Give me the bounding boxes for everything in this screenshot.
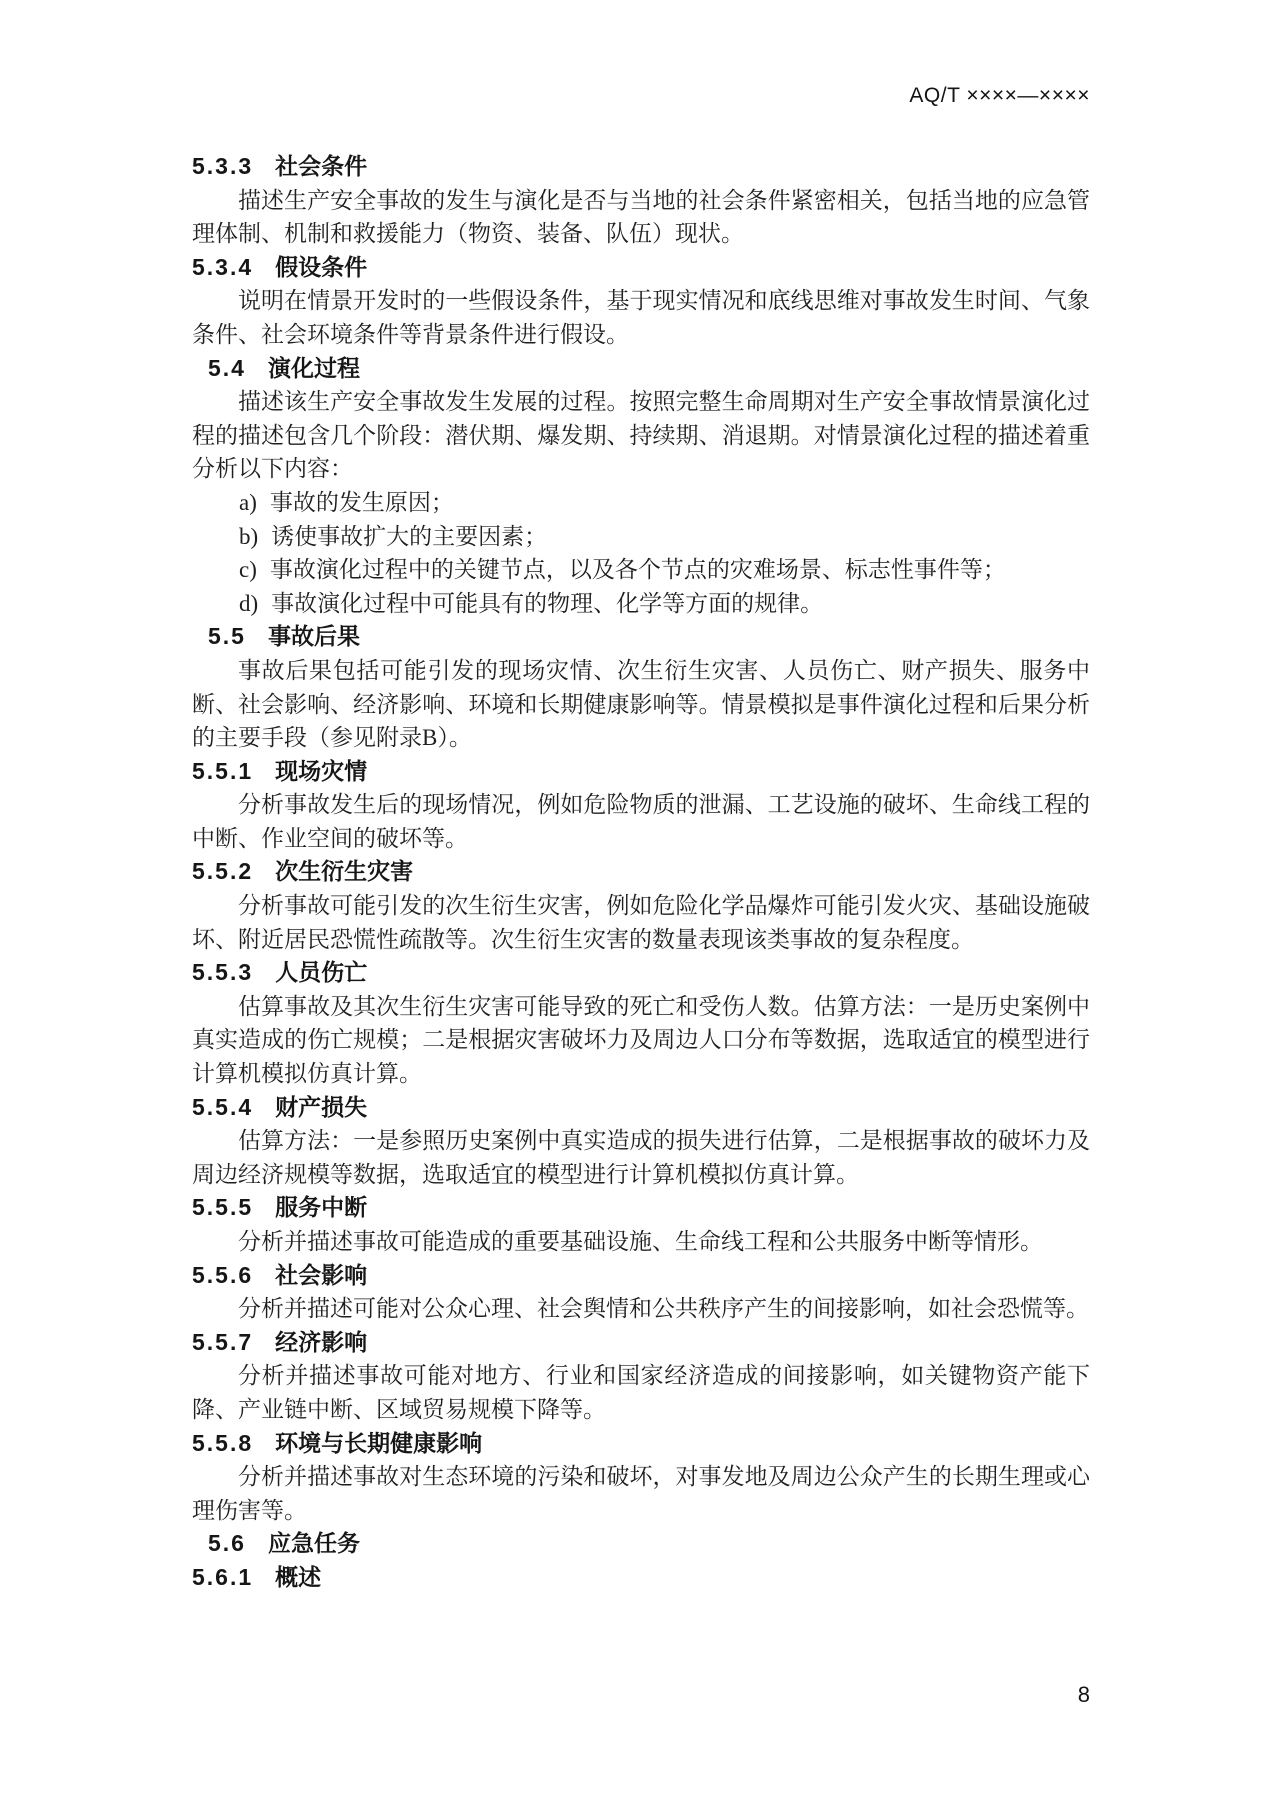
section-title: 社会影响	[275, 1261, 368, 1288]
list-marker: c)	[239, 557, 257, 583]
section-heading-5-4	[192, 352, 1090, 386]
section-number: 5.5.5	[192, 1194, 254, 1221]
paragraph: 分析并描述事故对生态环境的污染和破坏，对事发地及周边公众产生的长期生理或心理伤害等。	[192, 1464, 1090, 1523]
paragraph: 估算事故及其次生衍生灾害可能导致的死亡和受伤人数。估算方法：一是历史案例中真实造成的伤亡规模；二是根据灾害破坏力及周边人口分布等数据，选取适宜的模型进行计算机模拟仿真计算。	[192, 993, 1090, 1087]
section-title: 应急任务	[267, 1530, 360, 1557]
paragraph: 描述该生产安全事故发生发展的过程。按照完整生命周期对生产安全事故情景演化过程的描述包含几个阶段：潜伏期、爆发期、持续期、消退期。对情景演化过程的描述着重分析以下内容：	[192, 389, 1090, 482]
paragraph: 描述生产安全事故的发生与演化是否与当地的社会条件紧密相关，包括当地的应急管理体制、机制和救援能力（物资、装备、队伍）现状。	[192, 187, 1090, 247]
section-heading-5-5	[192, 620, 1090, 654]
section-heading-5-3-3	[192, 150, 1090, 184]
section-number: 5.5	[208, 623, 246, 650]
section-title: 次生衍生灾害	[275, 858, 414, 885]
section-title: 概述	[275, 1563, 322, 1590]
section-heading-5-5-3	[192, 956, 1090, 990]
paragraph: 分析事故发生后的现场情况，例如危险物质的泄漏、工艺设施的破坏、生命线工程的中断、作业空间的破坏等。	[192, 792, 1090, 851]
section-heading-5-5-7	[192, 1326, 1090, 1360]
section-title: 社会条件	[275, 153, 368, 179]
section-number: 5.6	[208, 1530, 246, 1557]
section-title: 人员伤亡	[275, 959, 368, 986]
section-number: 5.5.4	[192, 1093, 254, 1120]
page-number: 8	[1077, 1682, 1090, 1707]
list-item-c	[192, 553, 1090, 587]
section-number: 5.5.7	[192, 1328, 254, 1355]
ordered-list	[192, 486, 1090, 620]
section-number: 5.5.3	[192, 959, 254, 986]
section-title: 经济影响	[275, 1328, 368, 1355]
section-title: 假设条件	[275, 253, 368, 280]
list-item-text: 事故演化过程中的关键节点，以及各个节点的灾难场景、标志性事件等；	[269, 557, 1006, 583]
standard-code: AQ/T ××××—××××	[909, 84, 1090, 107]
paragraph: 分析并描述事故可能造成的重要基础设施、生命线工程和公共服务中断等情形。	[238, 1229, 1043, 1254]
section-title: 财产损失	[275, 1093, 368, 1120]
list-marker: b)	[239, 523, 259, 549]
section-heading-5-6-1	[192, 1561, 1090, 1595]
list-marker: a)	[239, 489, 257, 515]
paragraph: 事故后果包括可能引发的现场灾情、次生衍生灾害、人员伤亡、财产损失、服务中断、社会影响、经济影响、环境和长期健康影响等。情景模拟是事件演化过程和后果分析的主要手段（参见附录B）。	[192, 657, 1090, 751]
section-title: 现场灾情	[275, 757, 368, 784]
list-marker: d)	[239, 590, 259, 616]
section-title: 服务中断	[275, 1194, 368, 1221]
list-item-b	[192, 520, 1090, 554]
section-heading-5-5-6	[192, 1259, 1090, 1293]
section-heading-5-5-2	[192, 855, 1090, 889]
paragraph: 分析事故可能引发的次生衍生灾害，例如危险化学品爆炸可能引发火灾、基础设施破坏、附近居民恐慌性疏散等。次生衍生灾害的数量表现该类事故的复杂程度。	[192, 893, 1090, 952]
section-number: 5.3.3	[192, 153, 254, 179]
page-header	[192, 84, 1090, 108]
paragraph: 说明在情景开发时的一些假设条件，基于现实情况和底线思维对事故发生时间、气象条件、社会环境条件等背景条件进行假设。	[192, 288, 1090, 347]
section-heading-5-5-5	[192, 1191, 1090, 1225]
section-number: 5.6.1	[192, 1563, 254, 1590]
list-item-d	[192, 587, 1090, 621]
list-item-text: 诱使事故扩大的主要因素；	[271, 523, 548, 549]
section-number: 5.4	[208, 354, 246, 381]
section-title: 演化过程	[267, 354, 360, 381]
section-title: 事故后果	[267, 623, 360, 650]
document-body	[192, 150, 1090, 1595]
paragraph: 分析并描述事故可能对地方、行业和国家经济造成的间接影响，如关键物资产能下降、产业链中断、区域贸易规模下降等。	[192, 1363, 1090, 1422]
section-heading-5-5-4	[192, 1091, 1090, 1125]
section-number: 5.5.6	[192, 1261, 254, 1288]
list-item-text: 事故的发生原因；	[269, 489, 454, 515]
section-number: 5.3.4	[192, 253, 254, 280]
section-heading-5-6	[192, 1527, 1090, 1561]
paragraph: 估算方法：一是参照历史案例中真实造成的损失进行估算，二是根据事故的破坏力及周边经济规模等数据，选取适宜的模型进行计算机模拟仿真计算。	[192, 1128, 1090, 1187]
section-number: 5.5.8	[192, 1429, 254, 1456]
section-heading-5-3-4	[192, 251, 1090, 285]
section-number: 5.5.1	[192, 757, 254, 784]
section-heading-5-5-8	[192, 1427, 1090, 1461]
section-number: 5.5.2	[192, 858, 254, 885]
list-item-a	[192, 486, 1090, 520]
list-item-text: 事故演化过程中可能具有的物理、化学等方面的规律。	[271, 590, 824, 616]
section-title: 环境与长期健康影响	[275, 1429, 483, 1456]
section-heading-5-5-1	[192, 755, 1090, 789]
paragraph: 分析并描述可能对公众心理、社会舆情和公共秩序产生的间接影响，如社会恐慌等。	[238, 1296, 1089, 1322]
